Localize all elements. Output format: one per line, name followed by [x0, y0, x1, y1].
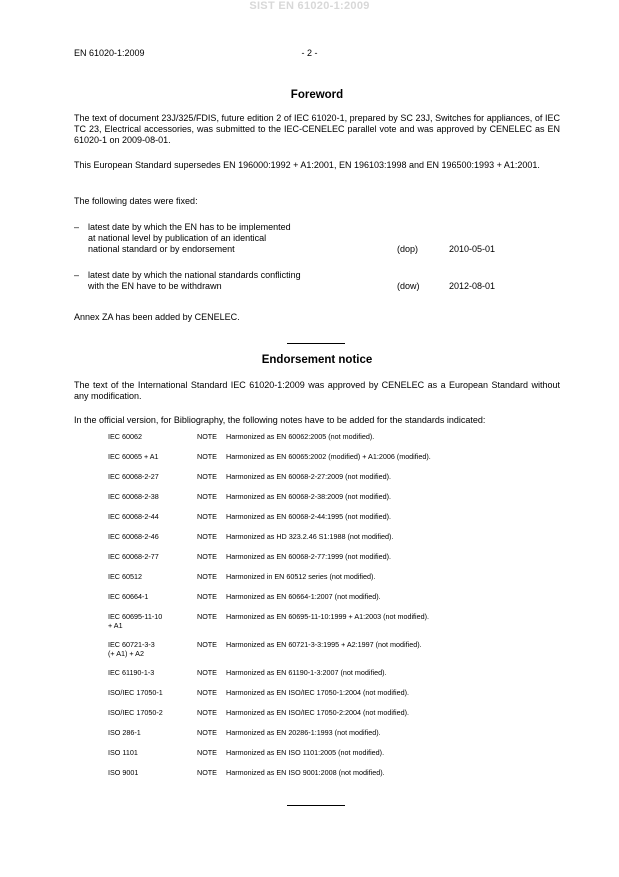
date-code: (dow): [397, 281, 420, 291]
standard-reference: [108, 668, 190, 677]
date-item-dow: [74, 270, 560, 294]
bibliography-row: [108, 512, 528, 532]
annex-note: Annex ZA has been added by CENELEC.: [74, 312, 240, 322]
watermark: SIST EN 61020-1:2009: [249, 0, 370, 12]
standard-reference: [108, 708, 190, 717]
description-line: latest date by which the EN has to be implemented: [88, 222, 291, 232]
standard-reference: [108, 728, 190, 737]
list-dash: –: [74, 222, 80, 232]
standard-reference: [108, 452, 190, 461]
standard-reference: [108, 492, 190, 501]
bibliography-row: [108, 668, 528, 688]
standard-reference: [108, 472, 190, 481]
note-label: NOTE: [197, 452, 217, 461]
harmonization-text: Harmonized as EN ISO 9001:2008 (not modified).: [226, 768, 385, 777]
standard-reference-line: IEC 60695-11-10: [108, 612, 163, 621]
standard-reference: [108, 688, 190, 697]
description-line: national standard or by endorsement: [88, 244, 235, 254]
harmonization-text: Harmonized as EN 60721-3-3:1995 + A2:1997 (not modified).: [226, 640, 422, 649]
foreword-paragraph-2: This European Standard supersedes EN 196000:1992 + A1:2001, EN 196103:1998 and EN 196500:1993 + A1:2001.: [74, 160, 540, 170]
harmonization-text: Harmonized as EN ISO/IEC 17050-2:2004 (not modified).: [226, 708, 409, 717]
harmonization-text: Harmonized as EN 60065:2002 (modified) + A1:2006 (modified).: [226, 452, 431, 461]
note-label: NOTE: [197, 432, 217, 441]
standard-reference-line: IEC 60068-2-38: [108, 492, 159, 501]
standard-reference-line: ISO/IEC 17050-1: [108, 688, 163, 697]
standard-reference: [108, 768, 190, 777]
harmonization-text: Harmonized as EN ISO/IEC 17050-1:2004 (not modified).: [226, 688, 409, 697]
bibliography-row: [108, 572, 528, 592]
note-label: NOTE: [197, 640, 217, 649]
note-label: NOTE: [197, 572, 217, 581]
standard-reference: [108, 552, 190, 561]
note-label: NOTE: [197, 472, 217, 481]
harmonization-text: Harmonized as EN 60695-11-10:1999 + A1:2003 (not modified).: [226, 612, 430, 621]
note-label: NOTE: [197, 492, 217, 501]
standard-reference: [108, 432, 190, 441]
document-id: EN 61020-1:2009: [74, 48, 145, 58]
standard-reference-line: IEC 60068-2-44: [108, 512, 159, 521]
harmonization-text: Harmonized as HD 323.2.46 S1:1988 (not modified).: [226, 532, 394, 541]
date-value: 2010-05-01: [449, 244, 496, 254]
standard-reference-line: IEC 60068-2-46: [108, 532, 159, 541]
date-code: (dop): [397, 244, 419, 254]
standard-reference-line: ISO 1101: [108, 748, 138, 757]
standard-reference-line: IEC 60068-2-27: [108, 472, 159, 481]
endorsement-paragraph-1: The text of the International Standard IEC 61020-1:2009 was approved by CENELEC as a European Standard without any modification.: [74, 380, 560, 401]
description-line: at national level by publication of an identical: [88, 233, 267, 243]
harmonization-text: Harmonized as EN 60068-2-38:2009 (not modified).: [226, 492, 392, 501]
endorsement-title: Endorsement notice: [261, 354, 373, 366]
foreword-paragraph-3: The following dates were fixed:: [74, 196, 198, 206]
end-divider: [287, 805, 345, 806]
foreword-paragraph-1: The text of document 23J/325/FDIS, future edition 2 of IEC 61020-1, prepared by SC 23J, Switches for appliances, of IEC TC 23, Electrical accessories, was submitted to the IEC-CENELEC parallel vote and was approved by CENELEC as EN 61020-1 on 2009-08-01.: [74, 113, 560, 145]
harmonization-text: Harmonized in EN 60512 series (not modified).: [226, 572, 376, 581]
date-item-description: [88, 270, 388, 292]
note-label: NOTE: [197, 768, 217, 777]
standard-reference-line: IEC 60721-3-3: [108, 640, 155, 649]
date-item-dop: [74, 222, 560, 258]
standard-reference-line: IEC 61190-1-3: [108, 668, 155, 677]
section-divider: [287, 343, 345, 344]
standard-reference-line: + A1: [108, 621, 123, 630]
harmonization-text: Harmonized as EN 60068-2-77:1999 (not modified).: [226, 552, 392, 561]
bibliography-row: [108, 592, 528, 612]
description-line: with the EN have to be withdrawn: [88, 281, 222, 291]
note-label: NOTE: [197, 512, 217, 521]
note-label: NOTE: [197, 612, 217, 621]
standard-reference: [108, 512, 190, 521]
bibliography-row: [108, 640, 528, 668]
bibliography-row: [108, 532, 528, 552]
bibliography-row: [108, 748, 528, 768]
list-dash: –: [74, 270, 80, 280]
note-label: NOTE: [197, 552, 217, 561]
description-line: latest date by which the national standards conflicting: [88, 270, 301, 280]
harmonization-text: Harmonized as EN 60664-1:2007 (not modified).: [226, 592, 381, 601]
page-number: - 2 -: [301, 48, 318, 58]
bibliography-row: [108, 688, 528, 708]
standard-reference: [108, 592, 190, 601]
note-label: NOTE: [197, 592, 217, 601]
bibliography-row: [108, 472, 528, 492]
note-label: NOTE: [197, 728, 217, 737]
standard-reference: [108, 640, 190, 658]
harmonization-text: Harmonized as EN 20286-1:1993 (not modified).: [226, 728, 381, 737]
standard-reference-line: IEC 60062: [108, 432, 142, 441]
foreword-title: Foreword: [290, 89, 344, 101]
harmonization-text: Harmonized as EN 61190-1-3:2007 (not modified).: [226, 668, 387, 677]
standard-reference-line: ISO 9001: [108, 768, 139, 777]
note-label: NOTE: [197, 688, 217, 697]
bibliography-row: [108, 728, 528, 748]
standard-reference-line: (+ A1) + A2: [108, 649, 144, 658]
note-label: NOTE: [197, 748, 217, 757]
harmonization-text: Harmonized as EN ISO 1101:2005 (not modified).: [226, 748, 385, 757]
note-label: NOTE: [197, 668, 217, 677]
standard-reference: [108, 748, 190, 757]
bibliography-row: [108, 552, 528, 572]
bibliography-row: [108, 492, 528, 512]
bibliography-row: [108, 612, 528, 640]
standard-reference: [108, 532, 190, 541]
standard-reference-line: IEC 60065 + A1: [108, 452, 159, 461]
bibliography-row: [108, 768, 528, 788]
endorsement-paragraph-2: In the official version, for Bibliography, the following notes have to be added for the standards indicated:: [74, 415, 486, 425]
date-value: 2012-08-01: [449, 281, 496, 291]
bibliography-row: [108, 432, 528, 452]
standard-reference-line: IEC 60512: [108, 572, 142, 581]
harmonization-text: Harmonized as EN 60062:2005 (not modified).: [226, 432, 375, 441]
harmonization-text: Harmonized as EN 60068-2-44:1995 (not modified).: [226, 512, 392, 521]
bibliography-list: [108, 432, 528, 788]
standard-reference-line: IEC 60068-2-77: [108, 552, 159, 561]
standard-reference-line: IEC 60664-1: [108, 592, 149, 601]
note-label: NOTE: [197, 532, 217, 541]
date-item-description: [88, 222, 388, 255]
note-label: NOTE: [197, 708, 217, 717]
bibliography-row: [108, 708, 528, 728]
standard-reference: [108, 612, 190, 630]
standard-reference-line: ISO 286-1: [108, 728, 141, 737]
harmonization-text: Harmonized as EN 60068-2-27:2009 (not modified).: [226, 472, 392, 481]
standard-reference-line: ISO/IEC 17050-2: [108, 708, 163, 717]
bibliography-row: [108, 452, 528, 472]
standard-reference: [108, 572, 190, 581]
